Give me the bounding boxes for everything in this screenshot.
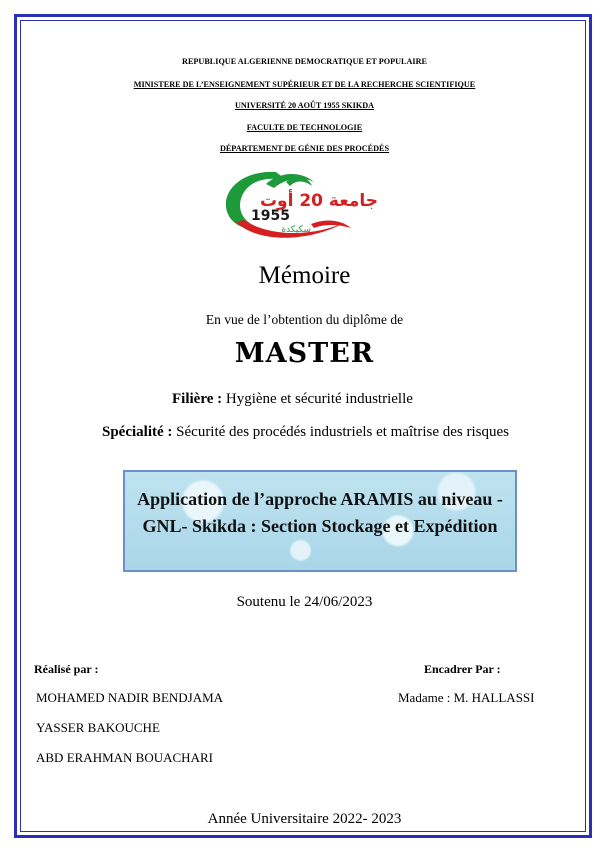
specialite-value: Sécurité des procédés industriels et maîtrise des risques: [172, 424, 509, 440]
author-name: ABD ERAHMAN BOUACHARI: [36, 750, 213, 765]
filiere-value: Hygiène et sécurité industrielle: [222, 391, 413, 407]
academic-year: Année Universitaire 2022- 2023: [207, 811, 402, 827]
filiere-line: [172, 391, 413, 408]
thesis-title: Application de l’approche ARAMIS au niveau -GNL- Skikda : Section Stockage et Expédition: [137, 489, 503, 536]
degree-title: MASTER: [234, 338, 375, 369]
supervisor-name: Madame : M. HALLASSI: [398, 690, 535, 705]
header-department: DÉPARTEMENT DE GÉNIE DES PROCÉDÉS: [219, 144, 390, 153]
author-name: YASSER BAKOUCHE: [36, 720, 160, 735]
filiere-label: Filière :: [172, 391, 223, 407]
specialite-line: [102, 424, 509, 441]
document-type: Mémoire: [258, 262, 351, 289]
logo-year: 1955: [251, 208, 290, 224]
author-name: MOHAMED NADIR BENDJAMA: [36, 690, 224, 705]
realise-par-label: Réalisé par :: [34, 662, 99, 676]
header-faculty: FACULTE DE TECHNOLOGIE: [246, 123, 363, 132]
logo-arabic-city: سكيكدة: [281, 225, 311, 235]
defense-date: Soutenu le 24/06/2023: [236, 594, 373, 610]
logo-arabic-name: جامعة 20 أوت: [259, 191, 378, 211]
header-republic: REPUBLIQUE ALGERIENNE DEMOCRATIQUE ET POPULAIRE: [182, 57, 427, 66]
thesis-title-box: [123, 470, 517, 572]
header-ministry: MINISTERE DE L’ENSEIGNEMENT SUPÉRIEUR ET DE LA RECHERCHE SCIENTIFIQUE: [133, 80, 476, 89]
diploma-intro: En vue de l’obtention du diplôme de: [205, 312, 404, 327]
specialite-label: Spécialité :: [102, 424, 173, 440]
university-logo: [216, 162, 386, 242]
encadrer-par-label: Encadrer Par :: [424, 662, 501, 676]
header-university: UNIVERSITÉ 20 AOÛT 1955 SKIKDA: [234, 101, 375, 110]
